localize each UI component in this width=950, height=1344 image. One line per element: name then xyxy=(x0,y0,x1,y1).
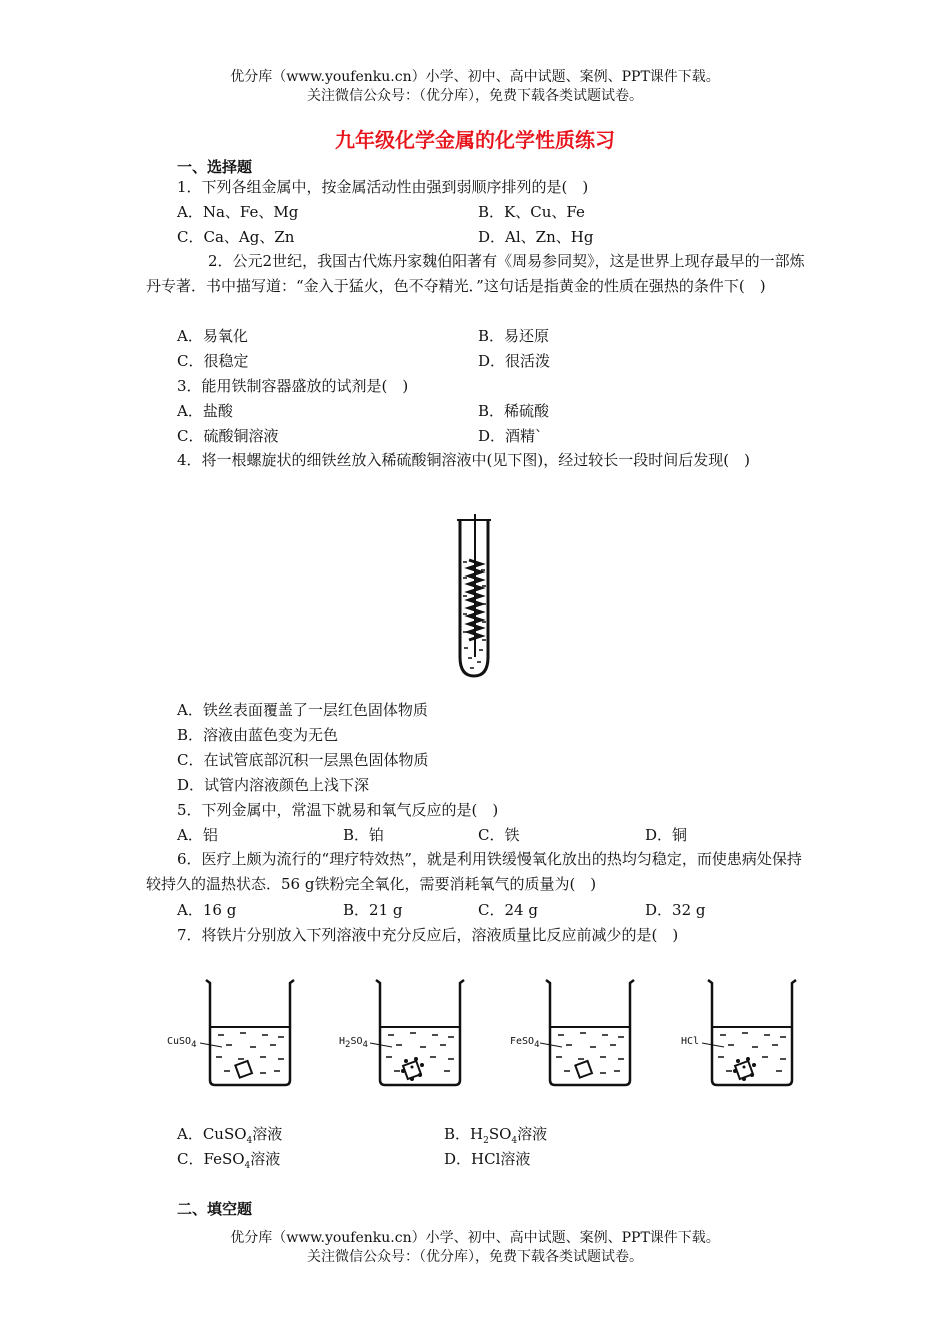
beaker-h2so4 xyxy=(370,975,470,1090)
beaker-hcl xyxy=(702,975,802,1090)
section-fill-heading: 二、填空题 xyxy=(177,1200,253,1218)
q6-option-d: D．32 g xyxy=(645,901,706,919)
q1-option-b: B．K、Cu、Fe xyxy=(478,203,585,221)
question-3-stem: 3．能用铁制容器盛放的试剂是( ) xyxy=(177,377,409,395)
question-4-stem: 4．将一根螺旋状的细铁丝放入稀硫酸铜溶液中(见下图)，经过较长一段时间后发现( ) xyxy=(177,451,750,469)
q3-option-d: D．酒精` xyxy=(478,427,543,445)
beaker-label-h2so4: $H_2SO_4$ xyxy=(339,1036,368,1050)
header-line-2: 关注微信公众号：（优分库），免费下载各类试题试卷。 xyxy=(307,88,643,104)
q7-option-a: A．CuSO$_4$溶液 xyxy=(177,1125,283,1146)
test-tube-diagram xyxy=(448,512,498,682)
q3-option-b: B．稀硫酸 xyxy=(478,402,550,420)
q6-option-c: C．24 g xyxy=(478,901,538,919)
q6-option-a: A．16 g xyxy=(177,901,237,919)
q5-option-d: D．铜 xyxy=(645,826,688,844)
footer-line-2: 关注微信公众号：（优分库），免费下载各类试题试卷。 xyxy=(307,1249,643,1265)
q7-option-c: C．FeSO$_4$溶液 xyxy=(177,1150,281,1171)
header-line-1: 优分库（www.youfenku.cn）小学、初中、高中试题、案例、PPT课件下载。 xyxy=(230,69,720,85)
q1-option-d: D．Al、Zn、Hg xyxy=(478,228,594,246)
q5-option-c: C．铁 xyxy=(478,826,520,844)
section-choice-heading: 一、选择题 xyxy=(177,158,253,176)
beaker-feso4 xyxy=(540,975,640,1090)
q7-option-d: D．HCl溶液 xyxy=(444,1150,531,1168)
q3-option-c: C．硫酸铜溶液 xyxy=(177,427,279,445)
q5-option-a: A．铝 xyxy=(177,826,218,844)
page-title: 九年级化学金属的化学性质练习 xyxy=(335,128,615,152)
question-7-stem: 7．将铁片分别放入下列溶液中充分反应后，溶液质量比反应前减少的是( ) xyxy=(177,926,679,944)
beaker-label-feso4: FeSO$_4$ xyxy=(510,1036,540,1050)
q2-option-c: C．很稳定 xyxy=(177,352,249,370)
beaker-cuso4 xyxy=(200,975,300,1090)
q7-option-b: B．$H_2SO_4$溶液 xyxy=(444,1125,548,1146)
question-5-stem: 5．下列金属中，常温下就易和氧气反应的是( ) xyxy=(177,801,499,819)
beaker-label-hcl: HCl xyxy=(681,1036,700,1047)
q4-option-d: D．试管内溶液颜色上浅下深 xyxy=(177,776,370,794)
beaker-label-cuso4: CuSO$_4$ xyxy=(167,1036,197,1050)
q4-option-c: C．在试管底部沉积一层黑色固体物质 xyxy=(177,751,429,769)
question-6-stem: 6．医疗上颇为流行的“理疗特效热”，就是利用铁缓慢氧化放出的热均匀稳定，而使患病处保持较持久的温热状态．56 g铁粉完全氧化，需要消耗氧气的质量为( ) xyxy=(146,850,802,893)
q4-option-a: A．铁丝表面覆盖了一层红色固体物质 xyxy=(177,701,428,719)
question-2-stem: 2．公元2世纪，我国古代炼丹家魏伯阳著有《周易参同契》，这是世界上现存最早的一部炼丹专著．书中描写道：“金入于猛火，色不夺精光．”这句话是指黄金的性质在强热的条件下( ) xyxy=(146,252,805,295)
question-1-stem: 1．下列各组金属中，按金属活动性由强到弱顺序排列的是( ) xyxy=(177,178,589,196)
footer-line-1: 优分库（www.youfenku.cn）小学、初中、高中试题、案例、PPT课件下载。 xyxy=(230,1230,720,1246)
q3-option-a: A．盐酸 xyxy=(177,402,233,420)
q2-option-d: D．很活泼 xyxy=(478,352,551,370)
q2-option-b: B．易还原 xyxy=(478,327,550,345)
q6-option-b: B．21 g xyxy=(343,901,403,919)
q2-option-a: A．易氧化 xyxy=(177,327,248,345)
q4-option-b: B．溶液由蓝色变为无色 xyxy=(177,726,339,744)
q5-option-b: B．铂 xyxy=(343,826,385,844)
q1-option-c: C．Ca、Ag、Zn xyxy=(177,228,295,246)
q1-option-a: A．Na、Fe、Mg xyxy=(177,203,299,221)
